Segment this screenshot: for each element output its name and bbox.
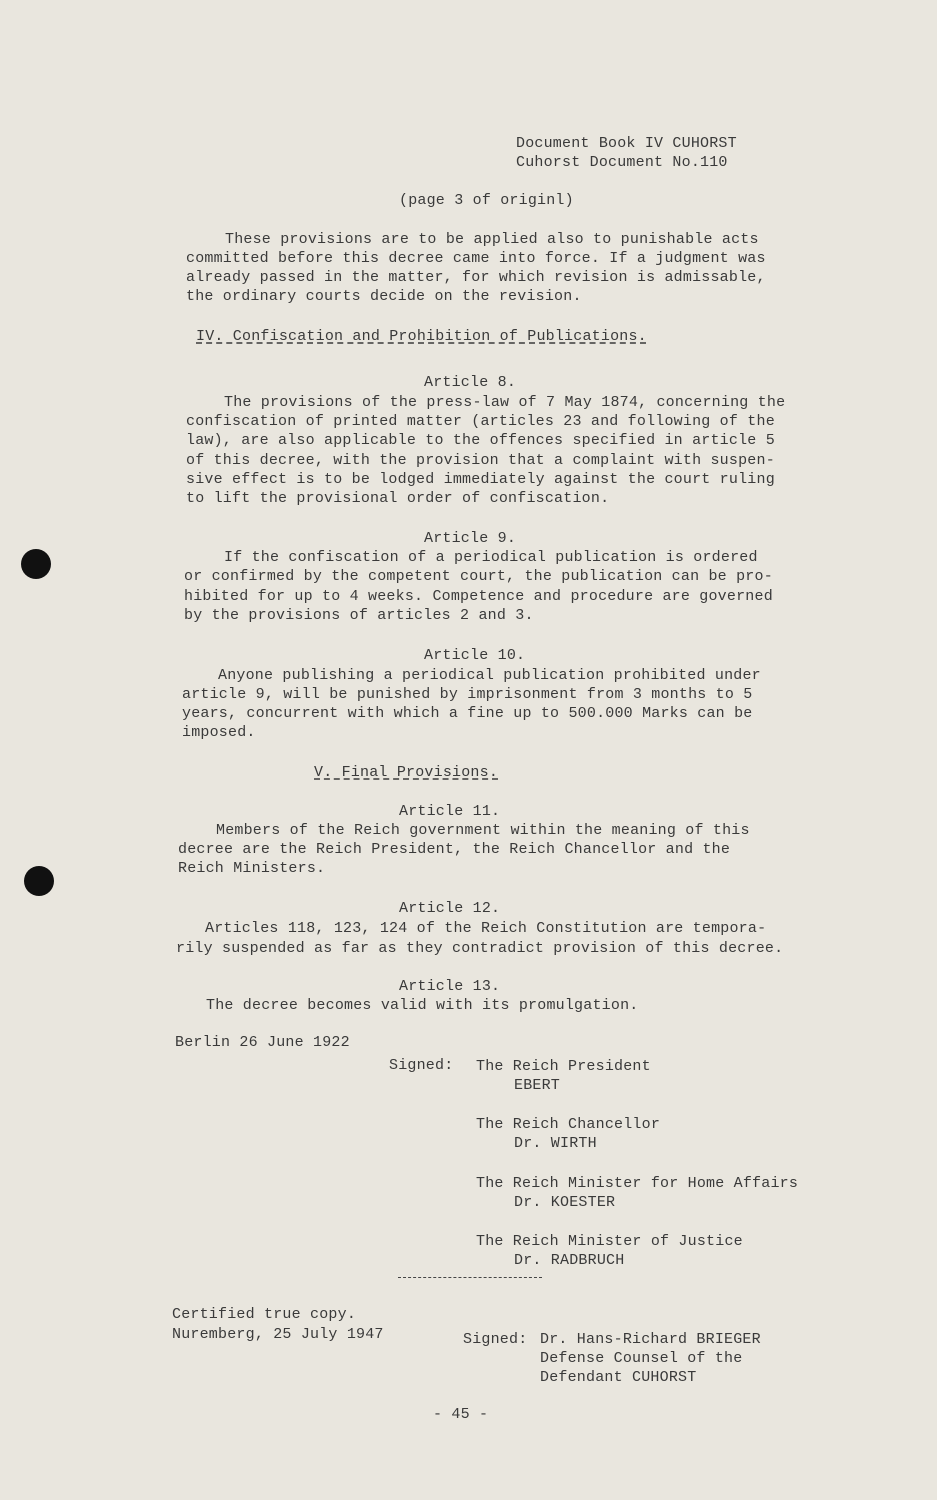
- article-9-line: hibited for up to 4 weeks. Competence and procedure are governed: [184, 588, 773, 605]
- article-11-title: Article 11.: [399, 803, 501, 820]
- article-11-line: Reich Ministers.: [178, 860, 326, 877]
- section-iv-heading: IV. Confiscation and Prohibition of Publications.: [196, 328, 647, 345]
- page-of-original: (page 3 of originl): [399, 192, 574, 209]
- signatory-name: EBERT: [514, 1077, 561, 1094]
- article-12-line: rily suspended as far as they contradict provision of this decree.: [176, 940, 784, 957]
- article-10-line: imposed.: [182, 724, 256, 741]
- intro-line: already passed in the matter, for which revision is admissable,: [186, 269, 766, 286]
- counsel-name: Dr. Hans-Richard BRIEGER: [540, 1331, 761, 1348]
- signatory-name: Dr. KOESTER: [514, 1194, 616, 1211]
- article-10-line: article 9, will be punished by imprisonment from 3 months to 5: [182, 686, 753, 703]
- intro-line: the ordinary courts decide on the revision.: [186, 288, 582, 305]
- page-number: - 45 -: [433, 1406, 489, 1423]
- signatory-title: The Reich Minister of Justice: [476, 1233, 743, 1250]
- counsel-role: Defense Counsel of the: [540, 1350, 743, 1367]
- signatory-title: The Reich President: [476, 1058, 651, 1075]
- certified-copy: Certified true copy.: [172, 1306, 357, 1323]
- article-10-title: Article 10.: [424, 647, 526, 664]
- signed-label: Signed:: [389, 1057, 454, 1074]
- article-12-line: Articles 118, 123, 124 of the Reich Constitution are tempora-: [205, 920, 767, 937]
- punch-hole-top: [21, 549, 51, 579]
- article-8-title: Article 8.: [424, 374, 517, 391]
- counsel-defendant: Defendant CUHORST: [540, 1369, 697, 1386]
- place-date: Berlin 26 June 1922: [175, 1034, 350, 1051]
- signatory-title: The Reich Minister for Home Affairs: [476, 1175, 799, 1192]
- article-8-line: law), are also applicable to the offences specified in article 5: [186, 432, 775, 449]
- signatory-name: Dr. WIRTH: [514, 1135, 597, 1152]
- section-v-heading: V. Final Provisions.: [314, 764, 499, 781]
- counsel-signed-label: Signed:: [463, 1331, 528, 1348]
- intro-line: These provisions are to be applied also to punishable acts: [225, 231, 759, 248]
- signatory-title: The Reich Chancellor: [476, 1116, 661, 1133]
- article-8-line: confiscation of printed matter (articles 23 and following of the: [186, 413, 775, 430]
- article-9-line: by the provisions of articles 2 and 3.: [184, 607, 534, 624]
- certified-place-date: Nuremberg, 25 July 1947: [172, 1326, 384, 1343]
- article-13-line: The decree becomes valid with its promulgation.: [206, 997, 639, 1014]
- article-10-line: years, concurrent with which a fine up to 500.000 Marks can be: [182, 705, 753, 722]
- article-13-title: Article 13.: [399, 978, 501, 995]
- signatory-name: Dr. RADBRUCH: [514, 1252, 625, 1269]
- article-8-line: The provisions of the press-law of 7 May 1874, concerning the: [224, 394, 786, 411]
- separator-rule: [398, 1277, 542, 1278]
- article-9-line: If the confiscation of a periodical publication is ordered: [224, 549, 758, 566]
- intro-line: committed before this decree came into force. If a judgment was: [186, 250, 766, 267]
- article-11-line: decree are the Reich President, the Reich Chancellor and the: [178, 841, 731, 858]
- article-8-line: of this decree, with the provision that a complaint with suspen-: [186, 452, 775, 469]
- article-11-line: Members of the Reich government within the meaning of this: [216, 822, 750, 839]
- article-9-line: or confirmed by the competent court, the publication can be pro-: [184, 568, 773, 585]
- document-book-line: Document Book IV CUHORST: [516, 135, 737, 152]
- punch-hole-bottom: [24, 866, 54, 896]
- article-9-title: Article 9.: [424, 530, 517, 547]
- article-8-line: sive effect is to be lodged immediately against the court ruling: [186, 471, 775, 488]
- article-12-title: Article 12.: [399, 900, 501, 917]
- article-10-line: Anyone publishing a periodical publication prohibited under: [218, 667, 761, 684]
- document-number-line: Cuhorst Document No.110: [516, 154, 728, 171]
- article-8-line: to lift the provisional order of confiscation.: [186, 490, 610, 507]
